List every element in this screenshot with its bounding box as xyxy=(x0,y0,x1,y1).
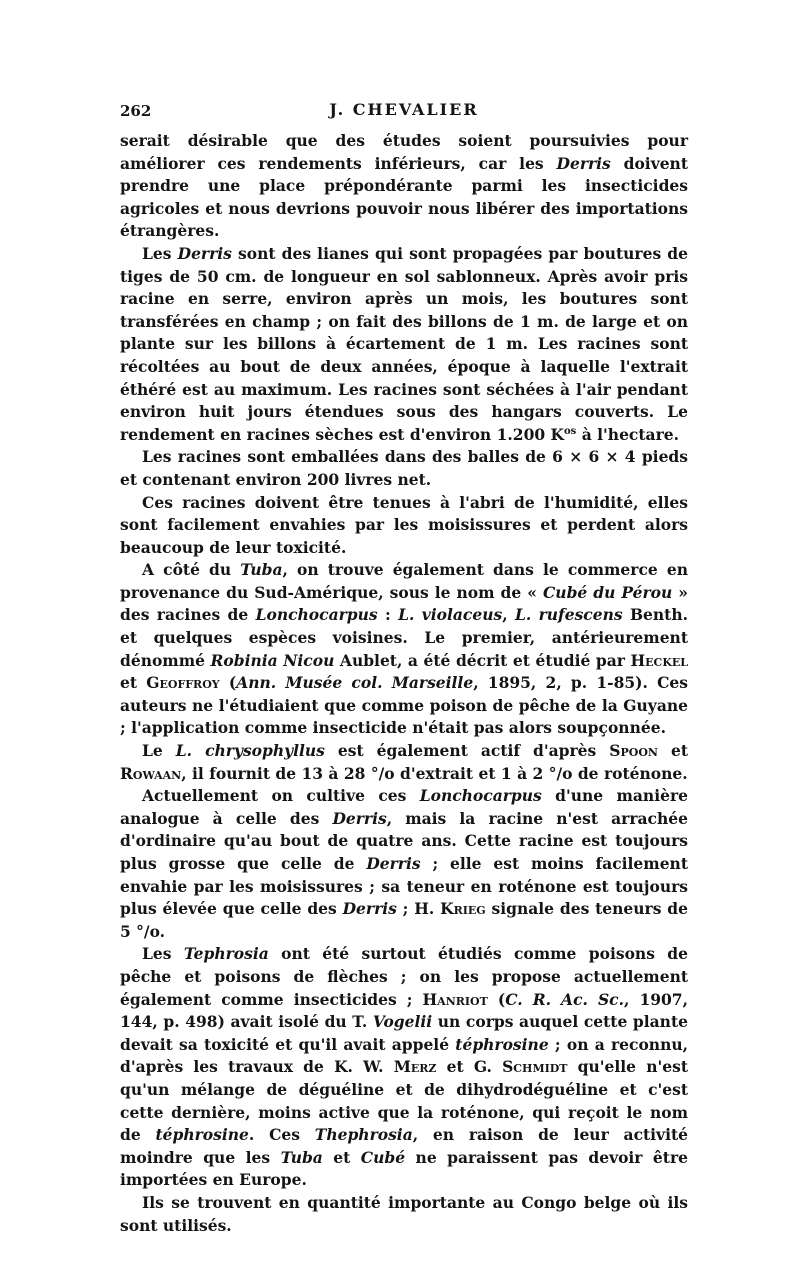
paragraph: A côté du Tuba, on trouve également dans le commerce en provenance du Sud-Amérique, sous le nom de « Cubé du Pérou » des racines de Lonchocarpus : L. violaceus, L. rufescens Benth. et quelques espèces voisines. Le premier, antérieurement dénommé Robinia Nicou Aublet, a été décrit et étudié par Heckel et Geoffroy (Ann. Musée col. Marseille, 1895, 2, p. 1-85). Ces auteurs ne l'étudiaient que comme poison de pêche de la Guyane ; l'application comme insecticide n'était pas alors soupçonnée. xyxy=(120,560,689,738)
body-text xyxy=(120,130,688,1237)
paragraph: Ils se trouvent en quantité importante au Congo belge où ils sont utilisés. xyxy=(120,1192,688,1235)
running-title: J. CHEVALIER xyxy=(329,100,479,119)
paragraph: Ces racines doivent être tenues à l'abri de l'humidité, elles sont facilement envahies par les moisissures et perdent alors beaucoup de leur toxicité. xyxy=(120,492,688,557)
page-number: 262 xyxy=(120,102,152,120)
paragraph: Le L. chrysophyllus est également actif d'après Spoon et Rowaan, il fournit de 13 à 28 °/o d'extrait et 1 à 2 °/o de roténone. xyxy=(120,741,688,783)
page-header xyxy=(120,96,688,126)
paragraph: serait désirable que des études soient poursuivies pour améliorer ces rendements inférieurs, car les Derris doivent prendre une place prépondérante parmi les insecticides agricoles et nous devrions pouvoir nous libérer des importations étrangères. xyxy=(120,131,688,241)
paragraph: Les racines sont emballées dans des balles de 6 × 6 × 4 pieds et contenant environ 200 livres net. xyxy=(120,447,688,489)
paragraph: Les Tephrosia ont été surtout étudiés comme poisons de pêche et poisons de flèches ; on les propose actuellement également comme insecticides ; Hanriot (C. R. Ac. Sc., 1907, 144, p. 498) avait isolé du T. Vogelii un corps auquel cette plante devait sa toxicité et qu'il avait appelé téphrosine ; on a reconnu, d'après les travaux de K. W. Merz et G. Schmidt qu'elle n'est qu'un mélange de déguéline et de dihydrodéguéline et c'est cette dernière, moins active que la roténone, qui reçoit le nom de téphrosine. Ces Thephrosia, en raison de leur activité moindre que les Tuba et Cubé ne paraissent pas devoir être importées en Europe. xyxy=(120,944,688,1190)
paragraph: Actuellement on cultive ces Lonchocarpus d'une manière analogue à celle des Derris, mais la racine n'est arrachée d'ordinaire qu'au bout de quatre ans. Cette racine est toujours plus grosse que celle de Derris ; elle est moins facilement envahie par les moisissures ; sa teneur en roténone est toujours plus élevée que celle des Derris ; H. Krieg signale des teneurs de 5 °/o. xyxy=(120,786,688,941)
paragraph: Les Derris sont des lianes qui sont propagées par boutures de tiges de 50 cm. de longueur en sol sablonneux. Après avoir pris racine en serre, environ après un mois, les boutures sont transférées en champ ; on fait des billons de 1 m. de large et on plante sur les billons à écartement de 1 m. Les racines sont récoltées au bout de deux années, époque à laquelle l'extrait éthéré est au maximum. Les racines sont séchées à l'air pendant environ huit jours étendues sous des hangars couverts. Le rendement en racines sèches est d'environ 1.200 $K^{os}$ à l'hectare. xyxy=(120,243,688,444)
